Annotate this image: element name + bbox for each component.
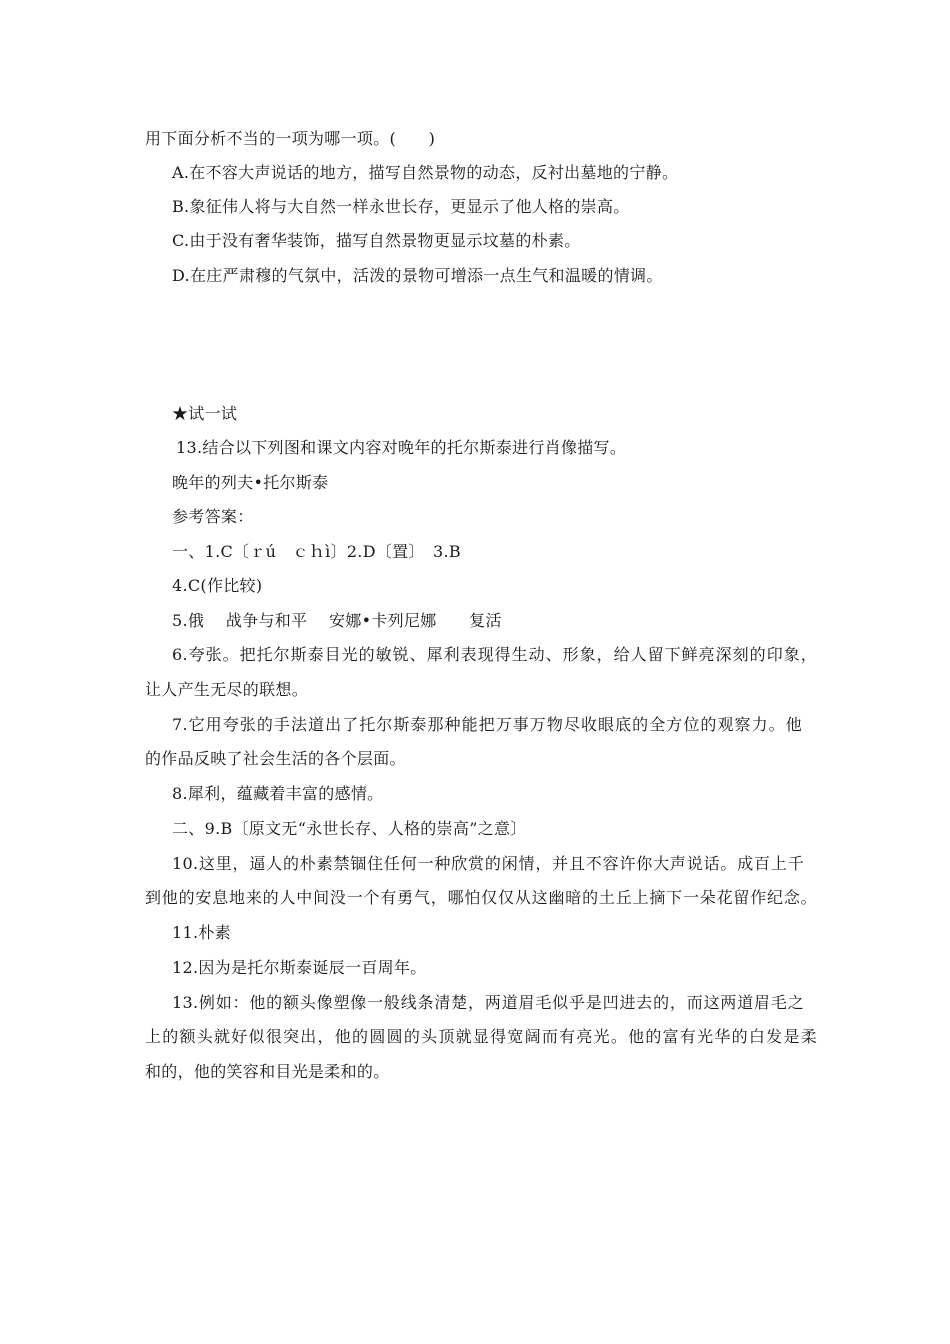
answer-1-3: 一、1.C〔ｒú ｃｈì〕2.D〔置〕 3.B — [172, 542, 461, 561]
option-b: B.象征伟人将与大自然一样永世长存，更显示了他人格的崇高。 — [172, 197, 630, 216]
answer-13-line3: 和的，他的笑容和目光是柔和的。 — [145, 1062, 390, 1081]
answers-heading: 参考答案： — [172, 507, 254, 526]
question-13: 13.结合以下列图和课文内容对晚年的托尔斯泰进行肖像描写。 — [176, 438, 627, 457]
answer-4: 4.C(作比较) — [172, 576, 263, 595]
try-heading: ★试一试 — [172, 404, 238, 423]
option-a: A.在不容大声说话的地方，描写自然景物的动态，反衬出墓地的宁静。 — [172, 163, 679, 182]
answer-6-line1: 6.夸张。把托尔斯泰目光的敏锐、犀利表现得生动、形象，给人留下鲜亮深刻的印象， — [172, 645, 817, 664]
option-d: D.在庄严肃穆的气氛中，活泼的景物可增添一点生气和温暖的情调。 — [172, 266, 663, 285]
answer-10-line2: 到他的安息地来的人中间没一个有勇气，哪怕仅仅从这幽暗的土丘上摘下一朵花留作纪念。 — [145, 888, 817, 907]
answer-9: 二、9.B〔原文无“永世长存、人格的崇高”之意〕 — [172, 819, 527, 838]
answer-8: 8.犀利，蕴藏着丰富的感情。 — [172, 784, 384, 803]
question-stem: 用下面分析不当的一项为哪一项。( ) — [145, 129, 436, 148]
option-c: C.由于没有奢华装饰，描写自然景物更显示坟墓的朴素。 — [172, 231, 581, 250]
answer-5: 5.俄 战争与和平 安娜•卡列尼娜 复活 — [172, 611, 502, 630]
answer-7-line1: 7.它用夸张的手法道出了托尔斯泰那种能把万事万物尽收眼底的全方位的观察力。他 — [172, 715, 802, 734]
answer-10-line1: 10.这里，逼人的朴素禁锢住任何一种欣赏的闲情，并且不容许你大声说话。成百上千 — [172, 854, 804, 873]
answer-13-line2: 上的额头就好似很突出，他的圆圆的头顶就显得宽阔而有亮光。他的富有光华的白发是柔 — [145, 1027, 817, 1046]
answer-11: 11.朴素 — [172, 923, 231, 942]
answer-6-line2: 让人产生无尽的联想。 — [145, 680, 309, 699]
answer-12: 12.因为是托尔斯泰诞辰一百周年。 — [172, 958, 427, 977]
image-caption: 晚年的列夫•托尔斯泰 — [172, 473, 329, 492]
answer-7-line2: 的作品反映了社会生活的各个层面。 — [145, 749, 406, 768]
answer-13-line1: 13.例如：他的额头像塑像一般线条清楚，两道眉毛似乎是凹进去的，而这两道眉毛之 — [172, 993, 804, 1012]
